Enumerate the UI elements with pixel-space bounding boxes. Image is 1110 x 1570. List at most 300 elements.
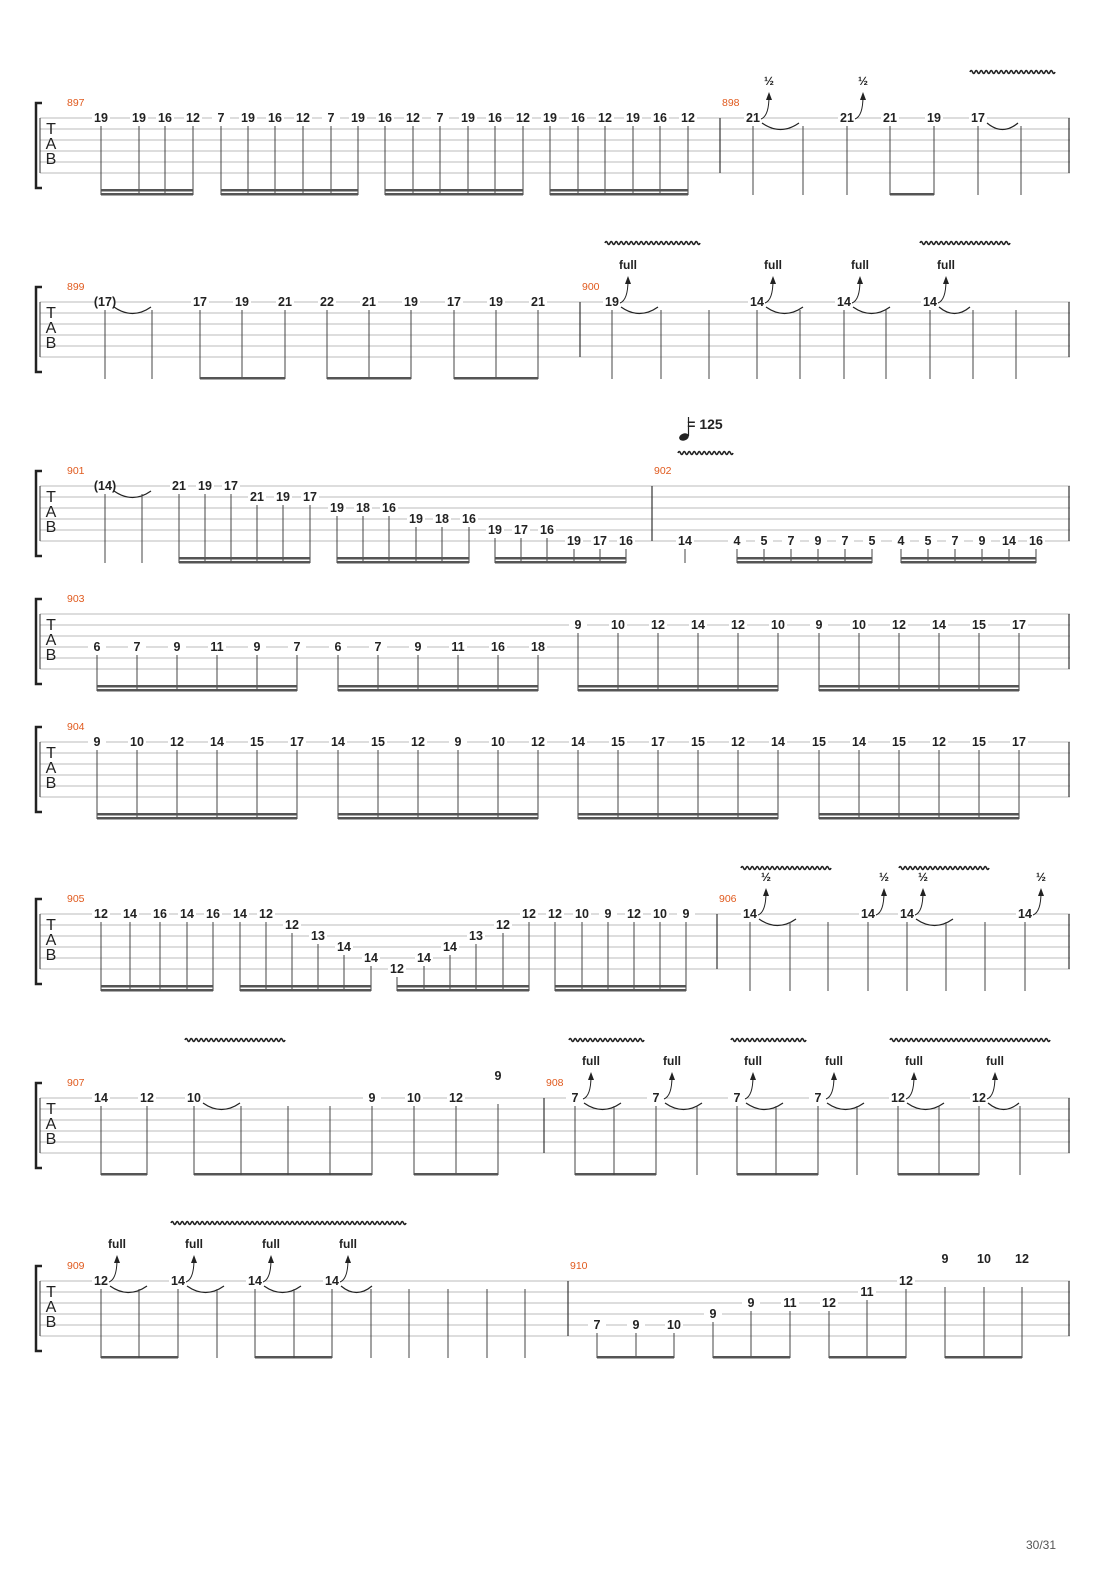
bend-arrowhead bbox=[831, 1072, 837, 1080]
fret-number: 14 bbox=[443, 940, 457, 954]
tab-system bbox=[36, 593, 1070, 692]
bend-label: full bbox=[825, 1054, 843, 1068]
fret-number: 12 bbox=[390, 962, 404, 976]
fret-number: 12 bbox=[531, 735, 545, 749]
fret-number: 12 bbox=[731, 618, 745, 632]
beam bbox=[829, 1356, 906, 1359]
measure-number: 905 bbox=[67, 893, 85, 905]
fret-number: 14 bbox=[123, 907, 137, 921]
fret-number: 7 bbox=[133, 640, 141, 654]
fret-number: 12 bbox=[899, 1274, 913, 1288]
system-bracket bbox=[36, 103, 42, 188]
tab-system bbox=[36, 721, 1070, 820]
beam bbox=[97, 685, 297, 688]
fret-number: 6 bbox=[334, 640, 342, 654]
fret-number: 12 bbox=[285, 918, 299, 932]
tab-clef-letter: T bbox=[46, 305, 56, 322]
beam bbox=[550, 193, 688, 196]
beam bbox=[414, 1173, 498, 1176]
fret-number: 21 bbox=[172, 479, 186, 493]
beam bbox=[555, 989, 686, 992]
beam bbox=[338, 817, 538, 820]
tab-clef-letter: B bbox=[45, 519, 57, 536]
fret-number: 16 bbox=[653, 111, 667, 125]
measure-number: 898 bbox=[722, 97, 740, 109]
beam bbox=[578, 817, 778, 820]
bend-label: ½ bbox=[760, 870, 772, 884]
fret-number: 14 bbox=[233, 907, 247, 921]
fret-number: 16 bbox=[153, 907, 167, 921]
fret-number: 7 bbox=[814, 1091, 822, 1105]
fret-number: 16 bbox=[540, 523, 554, 537]
fret-number: 9 bbox=[941, 1252, 949, 1266]
bend-label: full bbox=[851, 258, 869, 272]
fret-number: 7 bbox=[787, 534, 795, 548]
fret-number: 14 bbox=[180, 907, 194, 921]
measure-number: 903 bbox=[67, 593, 85, 605]
fret-number: 12 bbox=[140, 1091, 154, 1105]
fret-number: 7 bbox=[652, 1091, 660, 1105]
beam bbox=[97, 689, 297, 692]
fret-number: 14 bbox=[678, 534, 692, 548]
fret-number: (14) bbox=[93, 479, 117, 493]
fret-number: 12 bbox=[1015, 1252, 1029, 1266]
fret-number: 17 bbox=[1012, 735, 1026, 749]
bend-arrowhead bbox=[920, 888, 926, 896]
bend-arrowhead bbox=[770, 276, 776, 284]
beam bbox=[221, 189, 358, 192]
fret-number: 9 bbox=[173, 640, 181, 654]
fret-number: 19 bbox=[605, 295, 619, 309]
fret-number: 19 bbox=[461, 111, 475, 125]
system-bracket bbox=[36, 899, 42, 984]
beam bbox=[819, 685, 1019, 688]
measure-number: 906 bbox=[719, 893, 737, 905]
vibrato-mark bbox=[731, 1039, 806, 1042]
beam bbox=[194, 1173, 372, 1176]
fret-number: 19 bbox=[330, 501, 344, 515]
beam bbox=[713, 1356, 790, 1359]
bend-label: full bbox=[619, 258, 637, 272]
measure-number: 910 bbox=[570, 1260, 588, 1272]
fret-number: 13 bbox=[469, 929, 483, 943]
fret-number: 12 bbox=[186, 111, 200, 125]
fret-number: 11 bbox=[783, 1296, 797, 1310]
tab-clef-letter: A bbox=[45, 932, 57, 949]
bend-arrowhead bbox=[860, 92, 866, 100]
fret-number: 10 bbox=[977, 1252, 991, 1266]
fret-number: 5 bbox=[868, 534, 876, 548]
fret-number: 7 bbox=[951, 534, 959, 548]
bend-label: ½ bbox=[857, 74, 869, 88]
fret-number: 14 bbox=[1018, 907, 1032, 921]
fret-number: 12 bbox=[522, 907, 536, 921]
beam bbox=[819, 813, 1019, 816]
fret-number: 15 bbox=[972, 735, 986, 749]
bend-arrowhead bbox=[857, 276, 863, 284]
beam bbox=[737, 561, 872, 564]
fret-number: 12 bbox=[651, 618, 665, 632]
bend-label: full bbox=[108, 1237, 126, 1251]
fret-number: 17 bbox=[971, 111, 985, 125]
fret-number: 14 bbox=[771, 735, 785, 749]
fret-number: 14 bbox=[171, 1274, 185, 1288]
measure-number: 901 bbox=[67, 465, 85, 477]
beam bbox=[819, 817, 1019, 820]
beam bbox=[385, 193, 523, 196]
fret-number: 19 bbox=[404, 295, 418, 309]
bend-arrowhead bbox=[191, 1255, 197, 1263]
tab-clef-letter: B bbox=[45, 1314, 57, 1331]
fret-number: 12 bbox=[449, 1091, 463, 1105]
fret-number: 19 bbox=[198, 479, 212, 493]
tab-clef-letter: B bbox=[45, 1131, 57, 1148]
fret-number: 14 bbox=[210, 735, 224, 749]
bend-arrowhead bbox=[766, 92, 772, 100]
fret-number: 19 bbox=[626, 111, 640, 125]
bend-arrowhead bbox=[911, 1072, 917, 1080]
fret-number: 16 bbox=[268, 111, 282, 125]
fret-number: 7 bbox=[436, 111, 444, 125]
fret-number: 14 bbox=[571, 735, 585, 749]
vibrato-mark bbox=[185, 1039, 285, 1042]
beam bbox=[737, 1173, 818, 1176]
fret-number: 10 bbox=[611, 618, 625, 632]
tab-clef-letter: B bbox=[45, 775, 57, 792]
tab-clef-letter: T bbox=[46, 1284, 56, 1301]
tempo-marking: = 125 bbox=[687, 416, 723, 432]
bend-label: ½ bbox=[1035, 870, 1047, 884]
beam bbox=[385, 189, 523, 192]
fret-number: 19 bbox=[132, 111, 146, 125]
fret-number: 7 bbox=[571, 1091, 579, 1105]
fret-number: 15 bbox=[892, 735, 906, 749]
fret-number: 9 bbox=[814, 534, 822, 548]
tab-system bbox=[36, 867, 1070, 992]
tab-system bbox=[36, 1222, 1070, 1359]
fret-number: 14 bbox=[837, 295, 851, 309]
fret-number: (17) bbox=[93, 295, 117, 309]
beam bbox=[327, 377, 411, 380]
tab-clef-letter: T bbox=[46, 121, 56, 138]
fret-number: 7 bbox=[327, 111, 335, 125]
fret-number: 14 bbox=[94, 1091, 108, 1105]
fret-number: 9 bbox=[604, 907, 612, 921]
fret-number: 15 bbox=[371, 735, 385, 749]
beam bbox=[337, 557, 469, 560]
fret-number: 10 bbox=[491, 735, 505, 749]
beam bbox=[338, 813, 538, 816]
fret-number: 7 bbox=[293, 640, 301, 654]
system-bracket bbox=[36, 599, 42, 684]
fret-number: 15 bbox=[972, 618, 986, 632]
bend-arrowhead bbox=[345, 1255, 351, 1263]
bend-arrowhead bbox=[625, 276, 631, 284]
bend-arrowhead bbox=[750, 1072, 756, 1080]
fret-number: 14 bbox=[861, 907, 875, 921]
fret-number: 9 bbox=[368, 1091, 376, 1105]
bend-arrowhead bbox=[881, 888, 887, 896]
beam bbox=[179, 557, 310, 560]
beam bbox=[597, 1356, 674, 1359]
fret-number: 19 bbox=[351, 111, 365, 125]
tab-clef-letter: B bbox=[45, 947, 57, 964]
tab-clef-letter: T bbox=[46, 917, 56, 934]
tab-system bbox=[36, 1039, 1070, 1176]
fret-number: 19 bbox=[94, 111, 108, 125]
bend-label: full bbox=[582, 1054, 600, 1068]
fret-number: 7 bbox=[593, 1318, 601, 1332]
fret-number: 12 bbox=[627, 907, 641, 921]
vibrato-mark bbox=[171, 1222, 406, 1225]
tab-clef-letter: A bbox=[45, 1299, 57, 1316]
bend-arrowhead bbox=[669, 1072, 675, 1080]
fret-number: 10 bbox=[667, 1318, 681, 1332]
tab-clef-letter: A bbox=[45, 504, 57, 521]
measure-number: 897 bbox=[67, 97, 85, 109]
tab-clef-letter: T bbox=[46, 617, 56, 634]
fret-number: 9 bbox=[978, 534, 986, 548]
fret-number: 12 bbox=[259, 907, 273, 921]
fret-number: 21 bbox=[746, 111, 760, 125]
fret-number: 16 bbox=[378, 111, 392, 125]
fret-number: 12 bbox=[170, 735, 184, 749]
fret-number: 19 bbox=[488, 523, 502, 537]
beam bbox=[101, 985, 213, 988]
fret-number: 9 bbox=[709, 1307, 717, 1321]
fret-number: 14 bbox=[1002, 534, 1016, 548]
fret-number: 16 bbox=[1029, 534, 1043, 548]
tab-clef-letter: B bbox=[45, 647, 57, 664]
beam bbox=[890, 193, 934, 196]
system-bracket bbox=[36, 1083, 42, 1168]
fret-number: 7 bbox=[733, 1091, 741, 1105]
beam bbox=[97, 817, 297, 820]
fret-number: 4 bbox=[897, 534, 905, 548]
beam bbox=[454, 377, 538, 380]
fret-number: 21 bbox=[840, 111, 854, 125]
beam bbox=[575, 1173, 656, 1176]
fret-number: 7 bbox=[374, 640, 382, 654]
tab-system bbox=[36, 416, 1070, 564]
fret-number: 14 bbox=[417, 951, 431, 965]
fret-number: 16 bbox=[619, 534, 633, 548]
fret-number: 17 bbox=[224, 479, 238, 493]
fret-number: 17 bbox=[651, 735, 665, 749]
fret-number: 13 bbox=[311, 929, 325, 943]
fret-number: 16 bbox=[206, 907, 220, 921]
fret-number: 12 bbox=[932, 735, 946, 749]
beam bbox=[901, 557, 1036, 560]
fret-number: 21 bbox=[250, 490, 264, 504]
beam bbox=[495, 561, 626, 564]
beam bbox=[945, 1356, 1022, 1359]
beam bbox=[578, 685, 778, 688]
vibrato-mark bbox=[970, 71, 1055, 74]
measure-number: 904 bbox=[67, 721, 85, 733]
fret-number: 9 bbox=[574, 618, 582, 632]
fret-number: 9 bbox=[454, 735, 462, 749]
fret-number: 18 bbox=[435, 512, 449, 526]
fret-number: 16 bbox=[382, 501, 396, 515]
fret-number: 19 bbox=[927, 111, 941, 125]
fret-number: 19 bbox=[235, 295, 249, 309]
tab-clef-letter: A bbox=[45, 136, 57, 153]
measure-number: 908 bbox=[546, 1077, 564, 1089]
fret-number: 7 bbox=[841, 534, 849, 548]
fret-number: 18 bbox=[531, 640, 545, 654]
system-bracket bbox=[36, 471, 42, 556]
bend-arrowhead bbox=[588, 1072, 594, 1080]
fret-number: 12 bbox=[411, 735, 425, 749]
fret-number: 18 bbox=[356, 501, 370, 515]
beam bbox=[495, 557, 626, 560]
bend-arrowhead bbox=[268, 1255, 274, 1263]
fret-number: 22 bbox=[320, 295, 334, 309]
beam bbox=[101, 193, 193, 196]
bend-label: full bbox=[339, 1237, 357, 1251]
fret-number: 19 bbox=[276, 490, 290, 504]
fret-number: 17 bbox=[193, 295, 207, 309]
vibrato-mark bbox=[920, 242, 1010, 245]
beam bbox=[550, 189, 688, 192]
bend-arrowhead bbox=[763, 888, 769, 896]
fret-number: 12 bbox=[406, 111, 420, 125]
bend-label: full bbox=[905, 1054, 923, 1068]
fret-number: 14 bbox=[325, 1274, 339, 1288]
fret-number: 12 bbox=[94, 1274, 108, 1288]
fret-number: 21 bbox=[531, 295, 545, 309]
beam bbox=[397, 985, 529, 988]
tab-clef-letter: T bbox=[46, 489, 56, 506]
fret-number: 12 bbox=[496, 918, 510, 932]
fret-number: 16 bbox=[491, 640, 505, 654]
bend-label: full bbox=[937, 258, 955, 272]
fret-number: 17 bbox=[447, 295, 461, 309]
fret-number: 19 bbox=[543, 111, 557, 125]
fret-number: 9 bbox=[494, 1069, 502, 1083]
bend-label: full bbox=[986, 1054, 1004, 1068]
beam bbox=[819, 689, 1019, 692]
fret-number: 14 bbox=[852, 735, 866, 749]
fret-number: 12 bbox=[94, 907, 108, 921]
fret-number: 12 bbox=[891, 1091, 905, 1105]
fret-number: 21 bbox=[278, 295, 292, 309]
bend-arrowhead bbox=[1038, 888, 1044, 896]
measure-number: 902 bbox=[654, 465, 672, 477]
beam bbox=[240, 989, 371, 992]
fret-number: 16 bbox=[571, 111, 585, 125]
fret-number: 17 bbox=[290, 735, 304, 749]
tab-clef-letter: A bbox=[45, 760, 57, 777]
fret-number: 10 bbox=[187, 1091, 201, 1105]
fret-number: 12 bbox=[296, 111, 310, 125]
beam bbox=[338, 689, 538, 692]
beam bbox=[397, 989, 529, 992]
fret-number: 14 bbox=[923, 295, 937, 309]
beam bbox=[101, 1173, 147, 1176]
bend-label: full bbox=[663, 1054, 681, 1068]
fret-number: 9 bbox=[815, 618, 823, 632]
vibrato-mark bbox=[741, 867, 831, 870]
fret-number: 15 bbox=[250, 735, 264, 749]
fret-number: 7 bbox=[217, 111, 225, 125]
fret-number: 10 bbox=[771, 618, 785, 632]
system-bracket bbox=[36, 727, 42, 812]
fret-number: 9 bbox=[747, 1296, 755, 1310]
fret-number: 4 bbox=[733, 534, 741, 548]
bend-arrowhead bbox=[114, 1255, 120, 1263]
fret-number: 14 bbox=[248, 1274, 262, 1288]
fret-number: 9 bbox=[93, 735, 101, 749]
fret-number: 14 bbox=[750, 295, 764, 309]
tab-system bbox=[36, 71, 1070, 196]
fret-number: 14 bbox=[331, 735, 345, 749]
beam bbox=[578, 813, 778, 816]
measure-number: 900 bbox=[582, 281, 600, 293]
fret-number: 14 bbox=[337, 940, 351, 954]
fret-number: 9 bbox=[682, 907, 690, 921]
bend-label: ½ bbox=[878, 870, 890, 884]
fret-number: 10 bbox=[130, 735, 144, 749]
beam bbox=[221, 193, 358, 196]
fret-number: 12 bbox=[822, 1296, 836, 1310]
fret-number: 5 bbox=[924, 534, 932, 548]
beam bbox=[240, 985, 371, 988]
system-bracket bbox=[36, 287, 42, 372]
fret-number: 16 bbox=[462, 512, 476, 526]
fret-number: 10 bbox=[852, 618, 866, 632]
fret-number: 11 bbox=[210, 640, 224, 654]
fret-number: 14 bbox=[900, 907, 914, 921]
bend-arrowhead bbox=[992, 1072, 998, 1080]
beam bbox=[200, 377, 285, 380]
vibrato-mark bbox=[678, 452, 733, 455]
fret-number: 11 bbox=[860, 1285, 874, 1299]
beam bbox=[101, 189, 193, 192]
fret-number: 9 bbox=[632, 1318, 640, 1332]
fret-number: 15 bbox=[611, 735, 625, 749]
system-bracket bbox=[36, 1266, 42, 1351]
beam bbox=[737, 557, 872, 560]
fret-number: 10 bbox=[407, 1091, 421, 1105]
beam bbox=[901, 561, 1036, 564]
tab-clef-letter: A bbox=[45, 320, 57, 337]
vibrato-mark bbox=[605, 242, 700, 245]
fret-number: 14 bbox=[743, 907, 757, 921]
fret-number: 19 bbox=[567, 534, 581, 548]
bend-label: full bbox=[764, 258, 782, 272]
tab-clef-letter: A bbox=[45, 632, 57, 649]
bend-label: ½ bbox=[917, 870, 929, 884]
tab-clef-letter: T bbox=[46, 745, 56, 762]
fret-number: 19 bbox=[489, 295, 503, 309]
fret-number: 9 bbox=[414, 640, 422, 654]
beam bbox=[337, 561, 469, 564]
vibrato-mark bbox=[890, 1039, 1050, 1042]
fret-number: 15 bbox=[691, 735, 705, 749]
tab-clef-letter: B bbox=[45, 335, 57, 352]
fret-number: 12 bbox=[731, 735, 745, 749]
fret-number: 16 bbox=[488, 111, 502, 125]
fret-number: 10 bbox=[575, 907, 589, 921]
fret-number: 19 bbox=[409, 512, 423, 526]
vibrato-mark bbox=[569, 1039, 644, 1042]
fret-number: 12 bbox=[681, 111, 695, 125]
tab-clef-letter: T bbox=[46, 1101, 56, 1118]
fret-number: 9 bbox=[253, 640, 261, 654]
bend-label: full bbox=[185, 1237, 203, 1251]
